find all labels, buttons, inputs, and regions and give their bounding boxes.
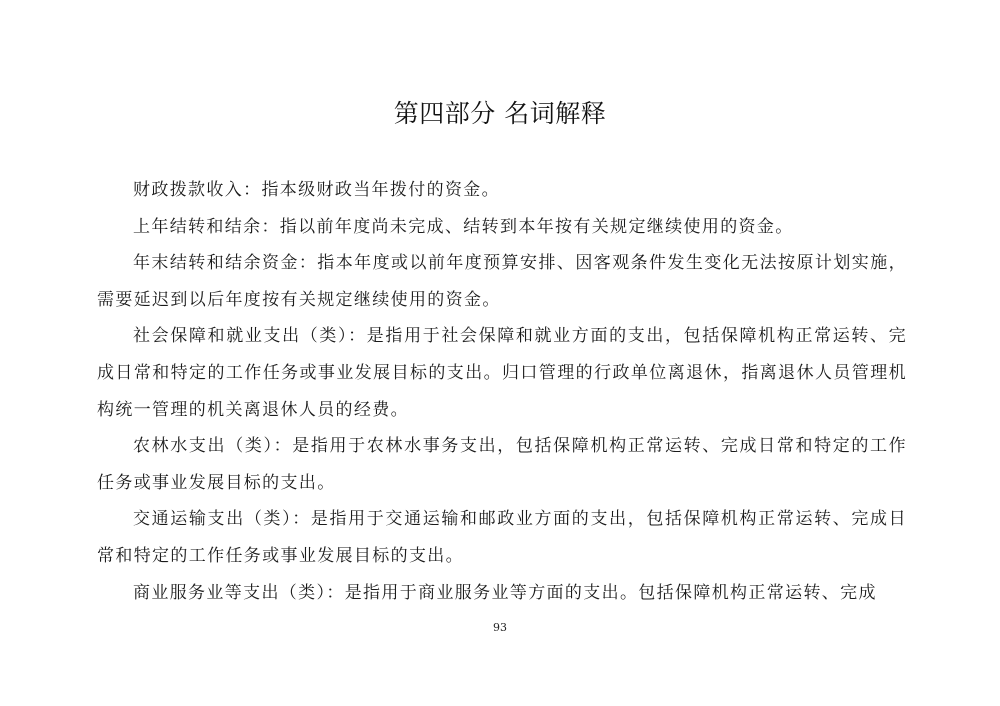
body-text xyxy=(97,172,907,611)
paragraph-social-security-expenditure: 社会保障和就业支出（类）：是指用于社会保障和就业方面的支出，包括保障机构正常运转、完成日常和特定的工作任务或事业发展目标的支出。归口管理的行政单位离退休，指离退休人员管理机构统一管理的机关离退休人员的经费。 xyxy=(97,326,907,420)
paragraph-prior-year-carryover: 上年结转和结余：指以前年度尚未完成、结转到本年按有关规定继续使用的资金。 xyxy=(133,216,794,237)
paragraph-agriculture-expenditure: 农林水支出（类）：是指用于农林水事务支出，包括保障机构正常运转、完成日常和特定的工作任务或事业发展目标的支出。 xyxy=(97,436,907,493)
paragraph-financial-appropriation-income: 财政拨款收入：指本级财政当年拨付的资金。 xyxy=(133,180,500,200)
page-number: 93 xyxy=(493,621,507,634)
paragraph-year-end-carryover: 年末结转和结余资金：指本年度或以前年度预算安排、因客观条件发生变化无法按原计划实施，需要延迟到以后年度按有关规定继续使用的资金。 xyxy=(97,253,907,310)
paragraph-commerce-services-expenditure: 商业服务业等支出（类）：是指用于商业服务业等方面的支出。包括保障机构正常运转、完成 xyxy=(133,582,877,603)
paragraph-transportation-expenditure: 交通运输支出（类）：是指用于交通运输和邮政业方面的支出，包括保障机构正常运转、完成日常和特定的工作任务或事业发展目标的支出。 xyxy=(97,509,907,566)
page-title: 第四部分 名词解释 xyxy=(393,99,607,128)
